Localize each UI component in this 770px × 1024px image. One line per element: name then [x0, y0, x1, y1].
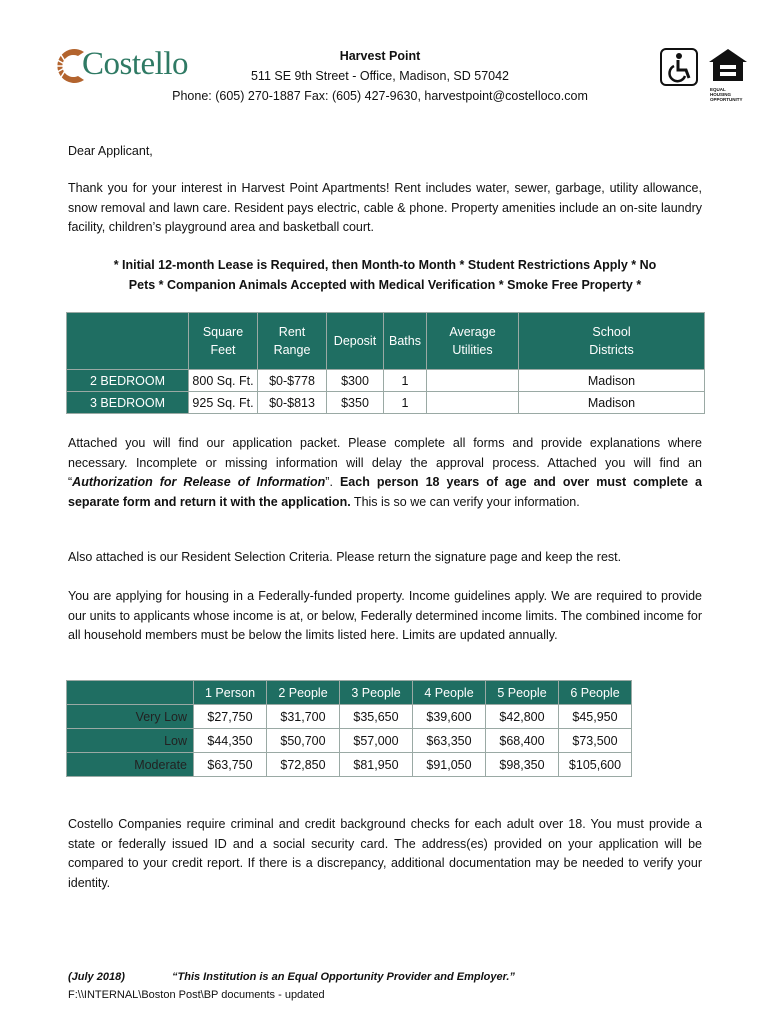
rent-cell: $0-$778	[258, 370, 327, 392]
unit-table	[66, 312, 705, 414]
rent-cell: $0-$813	[258, 392, 327, 414]
school-cell: Madison	[519, 370, 705, 392]
form-name: Authorization for Release of Information	[72, 475, 326, 489]
column-header: 6 People	[559, 681, 632, 705]
utilities-cell	[427, 370, 519, 392]
income-table-header	[67, 681, 632, 705]
column-header: 2 People	[267, 681, 340, 705]
rent-header: Rent Range	[258, 313, 327, 370]
income-cell: $72,850	[267, 753, 340, 777]
federal-paragraph: You are applying for housing in a Federally-funded property. Income guidelines apply. We are required to provide our units to applicants whose income is at, or below, Federally determined income limits. The combined income for all household members must be below the limits listed here. Limits are updated annually.	[68, 589, 702, 642]
income-cell: $27,750	[194, 705, 267, 729]
unit-type: 3 BEDROOM	[67, 392, 189, 414]
income-cell: $42,800	[486, 705, 559, 729]
sqft-cell: 800 Sq. Ft.	[189, 370, 258, 392]
sqft-header: Square Feet	[189, 313, 258, 370]
income-cell: $44,350	[194, 729, 267, 753]
deposit-cell: $350	[327, 392, 384, 414]
unit-header-blank	[67, 313, 189, 370]
table-row	[67, 729, 632, 753]
income-level: Moderate	[67, 753, 194, 777]
equal-housing-icon	[706, 48, 750, 102]
baths-cell: 1	[384, 392, 427, 414]
footer-date: (July 2018)	[68, 971, 125, 983]
background-check-paragraph: Costello Companies require criminal and credit background checks for each adult over 18. You must provide a state or federally issued ID and a social security card. The address(es) provided on your application will be compared to your credit report. If there is a discrepancy, additional documentation may be needed to verify your identity.	[68, 817, 702, 890]
column-header: 5 People	[486, 681, 559, 705]
lease-notice	[68, 255, 702, 295]
column-header: 3 People	[340, 681, 413, 705]
letterhead	[130, 46, 630, 106]
income-cell: $45,950	[559, 705, 632, 729]
footer-path: F:\\INTERNAL\Boston Post\BP documents - updated	[68, 989, 325, 1001]
income-cell: $39,600	[413, 705, 486, 729]
income-cell: $31,700	[267, 705, 340, 729]
intro-paragraph: Thank you for your interest in Harvest Point Apartments! Rent includes water, sewer, garbage, utility allowance, snow removal and lawn care. Resident pays electric, cable & phone. Property amenities include an on-site laundry facility, children’s playground area and basketball court.	[68, 181, 702, 234]
property-address: 511 SE 9th Street - Office, Madison, SD 57042	[250, 69, 509, 83]
footer-statement: “This Institution is an Equal Opportunity Provider and Employer.”	[172, 971, 515, 983]
table-row	[67, 392, 705, 414]
bold-requirement: Each person 18 years of age and over must complete a separate form and return it with the application.	[68, 475, 703, 509]
income-cell: $105,600	[559, 753, 632, 777]
income-cell: $98,350	[486, 753, 559, 777]
income-cell: $57,000	[340, 729, 413, 753]
property-name: Harvest Point	[339, 49, 421, 63]
income-header-blank	[67, 681, 194, 705]
unit-table-header	[67, 313, 705, 370]
school-header: School Districts	[519, 313, 705, 370]
baths-header: Baths	[384, 313, 427, 370]
greeting: Dear Applicant,	[68, 144, 153, 158]
property-contact: Phone: (605) 270-1887 Fax: (605) 427-9630, harvestpoint@costelloco.com	[172, 89, 588, 103]
income-limits-table	[66, 680, 632, 777]
deposit-header: Deposit	[327, 313, 384, 370]
criteria-paragraph: Also attached is our Resident Selection Criteria. Please return the signature page and keep the rest.	[68, 550, 622, 564]
income-cell: $91,050	[413, 753, 486, 777]
utilities-header: Average Utilities	[427, 313, 519, 370]
eho-caption: EQUAL HOUSING OPPORTUNITY	[710, 87, 743, 102]
income-cell: $35,650	[340, 705, 413, 729]
baths-cell: 1	[384, 370, 427, 392]
notice-line-2: Pets * Companion Animals Accepted with Medical Verification * Smoke Free Property *	[128, 278, 642, 292]
footer-line	[68, 968, 515, 986]
deposit-cell: $300	[327, 370, 384, 392]
table-row	[67, 705, 632, 729]
accessibility-icon	[660, 48, 698, 86]
application-paragraph: Attached you will find our application packet. Please complete all forms and provide explanations where necessary. Incomplete or missing information will delay the approval process. Attached you will find an “Authorization for Release of Information”. Each person 18 years of age and over must complete a separate form and return it with the application. This is so we can verify your information.	[68, 436, 703, 509]
unit-type: 2 BEDROOM	[67, 370, 189, 392]
column-header: 4 People	[413, 681, 486, 705]
column-header: 1 Person	[194, 681, 267, 705]
income-level: Low	[67, 729, 194, 753]
notice-line-1: * Initial 12-month Lease is Required, then Month-to Month * Student Restrictions Apply * No	[113, 258, 657, 272]
income-cell: $73,500	[559, 729, 632, 753]
sqft-cell: 925 Sq. Ft.	[189, 392, 258, 414]
footer	[68, 968, 515, 1004]
table-row	[67, 753, 632, 777]
school-cell: Madison	[519, 392, 705, 414]
income-cell: $50,700	[267, 729, 340, 753]
logo-wordmark: Costello	[82, 46, 189, 82]
income-cell: $63,750	[194, 753, 267, 777]
table-row	[67, 370, 705, 392]
income-cell: $63,350	[413, 729, 486, 753]
income-cell: $81,950	[340, 753, 413, 777]
income-cell: $68,400	[486, 729, 559, 753]
utilities-cell	[427, 392, 519, 414]
income-level: Very Low	[67, 705, 194, 729]
